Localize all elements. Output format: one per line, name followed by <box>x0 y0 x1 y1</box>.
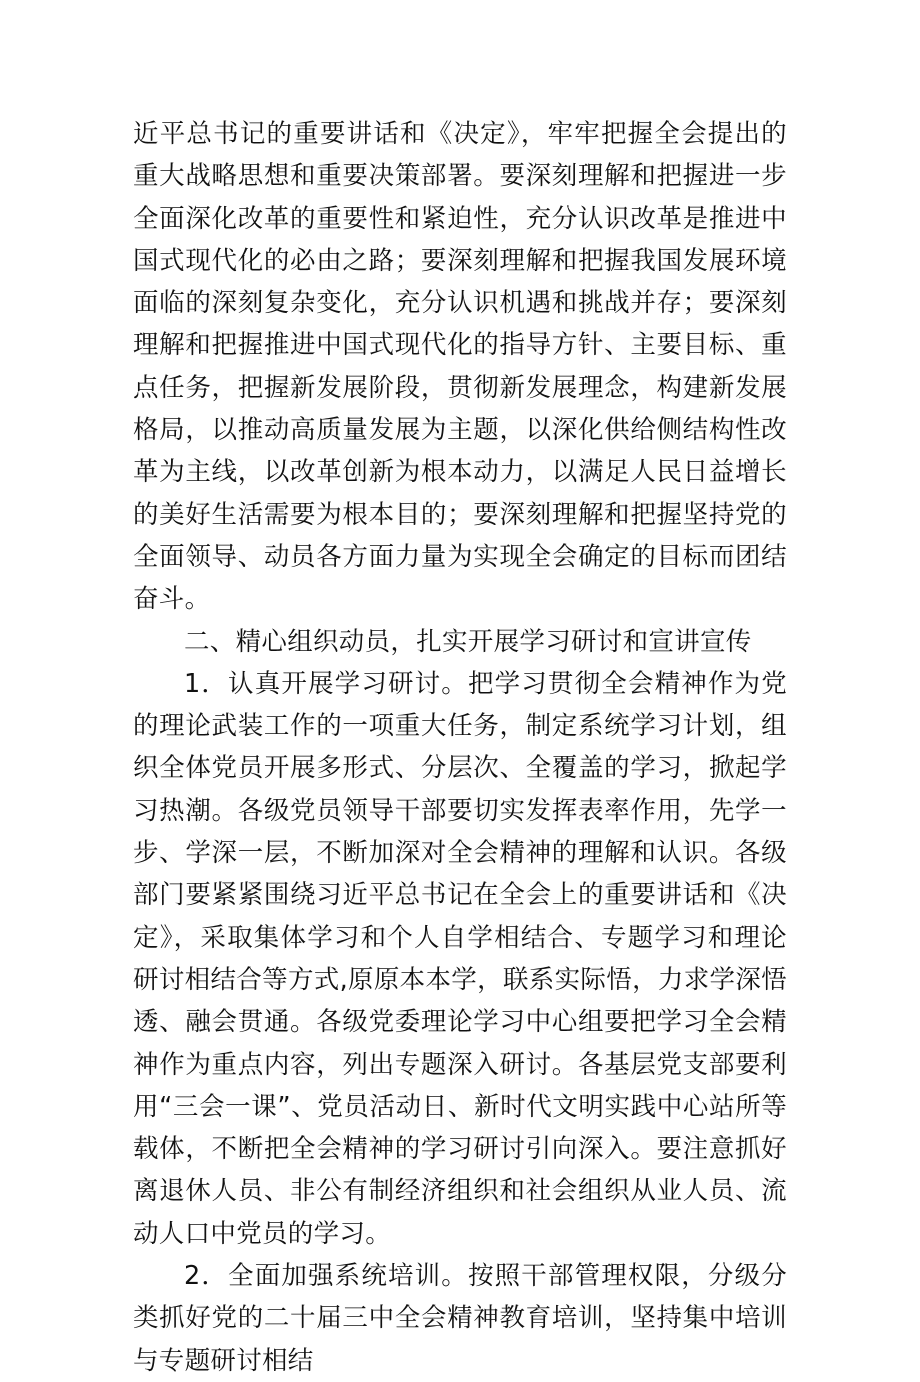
body-paragraph-item-1: 1．认真开展学习研讨。把学习贯彻全会精神作为党的理论武装工作的一项重大任务，制定系统学习计划，组织全体党员开展多形式、分层次、全覆盖的学习，掀起学习热潮。各级党员领导干部要切实发挥表率作用，先学一步、学深一层，不断加深对全会精神的理解和认识。各级部门要紧紧围绕习近平总书记在全会上的重要讲话和《决定》，采取集体学习和个人自学相结合、专题学习和理论研讨相结合等方式,原原本本学，联系实际悟，力求学深悟透、融会贯通。各级党委理论学习中心组要把学习全会精神作为重点内容，列出专题深入研讨。各基层党支部要利用“三会一课”、党员活动日、新时代文明实践中心站所等载体，不断把全会精神的学习研讨引向深入。要注意抓好离退休人员、非公有制经济组织和社会组织从业人员、流动人口中党员的学习。 <box>133 668 787 1249</box>
body-paragraph-item-2: 2．全面加强系统培训。按照干部管理权限，分级分类抓好党的二十届三中全会精神教育培训，坚持集中培训与专题研讨相结 <box>133 1261 787 1376</box>
section-heading-2: 二、精心组织动员，扎实开展学习研讨和宣讲宣传 <box>184 626 752 657</box>
body-paragraph-1: 近平总书记的重要讲话和《决定》，牢牢把握全会提出的重大战略思想和重要决策部署。要深刻理解和把握进一步全面深化改革的重要性和紧迫性，充分认识改革是推进中国式现代化的必由之路；要深刻理解和把握我国发展环境面临的深刻复杂变化，充分认识机遇和挑战并存；要深刻理解和把握推进中国式现代化的指导方针、主要目标、重点任务，把握新发展阶段，贯彻新发展理念，构建新发展格局，以推动高质量发展为主题，以深化供给侧结构性改革为主线，以改革创新为根本动力，以满足人民日益增长的美好生活需要为根本目的；要深刻理解和把握坚持党的全面领导、动员各方面力量为实现全会确定的目标而团结奋斗。 <box>133 119 787 615</box>
document-page <box>133 113 787 1382</box>
